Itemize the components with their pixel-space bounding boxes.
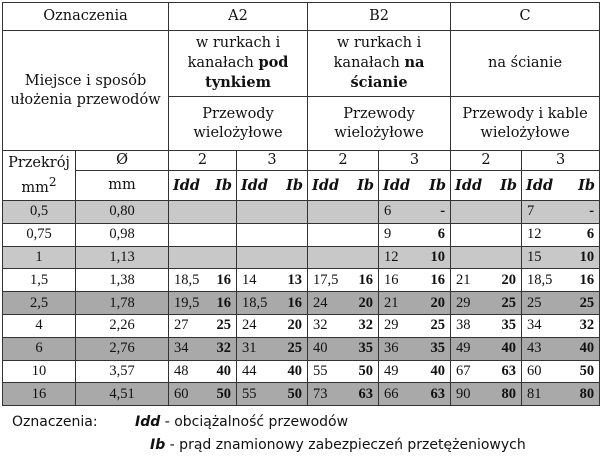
- b2-count-2: 2: [308, 151, 379, 171]
- header-miejsce: Miejsce i sposób ułożenia przewodów: [3, 31, 169, 151]
- value-idd: 15: [527, 248, 542, 265]
- mm2-label: mm: [21, 179, 49, 196]
- legend-idd-symbol: Idd: [135, 414, 161, 430]
- value-idd: 27: [174, 317, 189, 334]
- value-idd: 81: [527, 385, 542, 402]
- value-ib: 25: [430, 317, 446, 334]
- value-ib: 32: [216, 340, 232, 357]
- b2-count-3: 3: [379, 151, 451, 171]
- value-ib: 63: [358, 385, 374, 402]
- c-count-2: 2: [451, 151, 522, 171]
- cell-przekroj: 2,5: [3, 292, 76, 315]
- value-ib: 25: [287, 340, 303, 357]
- cell-b2-2: [308, 269, 379, 292]
- value-idd: 66: [384, 385, 399, 402]
- b2-desc-text: w rurkach i kanałach: [333, 35, 422, 71]
- cell-a2-3: [237, 314, 308, 337]
- cell-b2-2: [308, 201, 379, 224]
- ib-label: Ib: [357, 177, 375, 194]
- idd-label: Idd: [455, 177, 483, 194]
- value-idd: 55: [313, 362, 328, 379]
- cell-c-2: [451, 383, 522, 406]
- cell-a2-2: [169, 360, 237, 383]
- value-ib: 16: [430, 271, 446, 288]
- table-row: [3, 246, 600, 269]
- value-idd: 49: [456, 340, 471, 357]
- value-ib: 35: [501, 317, 517, 334]
- idd-label: Idd: [241, 177, 269, 194]
- legend-ib: [150, 437, 526, 453]
- cell-przekroj: 6: [3, 337, 76, 360]
- mm2-superscript: 2: [48, 174, 57, 189]
- cell-c-3: [522, 337, 600, 360]
- header-row-count: [3, 151, 600, 171]
- cell-b2-3: [379, 246, 451, 269]
- value-ib: 25: [579, 294, 595, 311]
- value-ib: 40: [579, 340, 595, 357]
- cell-b2-2: [308, 246, 379, 269]
- table-row: [3, 360, 600, 383]
- ib-label: Ib: [500, 177, 518, 194]
- cell-b2-3: [379, 314, 451, 337]
- cell-phi: 3,57: [76, 360, 169, 383]
- value-idd: 6: [384, 203, 392, 220]
- cell-c-3: [522, 201, 600, 224]
- cell-b2-3: [379, 383, 451, 406]
- value-ib: 25: [501, 294, 517, 311]
- value-ib: 50: [216, 385, 232, 402]
- cell-b2-2: [308, 314, 379, 337]
- cell-phi: 0,80: [76, 201, 169, 224]
- value-idd: 67: [456, 362, 471, 379]
- value-idd: 19,5: [174, 294, 200, 311]
- value-ib: 80: [501, 385, 517, 402]
- header-c-desc: na ścianie: [451, 31, 600, 97]
- a2-3-units: [237, 171, 308, 201]
- cell-b2-3: [379, 269, 451, 292]
- cell-a2-2: [169, 337, 237, 360]
- header-row-groups: [3, 3, 600, 31]
- value-ib: -: [440, 203, 446, 220]
- cell-b2-3: [379, 223, 451, 246]
- value-idd: 18,5: [527, 271, 553, 288]
- value-ib: 40: [430, 362, 446, 379]
- cell-phi: 0,98: [76, 223, 169, 246]
- table-row: [3, 292, 600, 315]
- value-ib: 20: [287, 317, 303, 334]
- idd-label: Idd: [383, 177, 411, 194]
- value-ib: 20: [358, 294, 374, 311]
- cell-a2-3: [237, 292, 308, 315]
- cell-b2-2: [308, 337, 379, 360]
- cell-b2-3: [379, 292, 451, 315]
- a2-desc-bold: pod tynkiem: [205, 54, 289, 91]
- cell-c-3: [522, 292, 600, 315]
- cell-a2-2: [169, 246, 237, 269]
- value-ib: 63: [501, 362, 517, 379]
- cell-przekroj: 10: [3, 360, 76, 383]
- value-idd: 9: [384, 226, 392, 243]
- cell-a2-2: [169, 383, 237, 406]
- header-b2: B2: [308, 3, 451, 31]
- cell-phi: 1,78: [76, 292, 169, 315]
- cell-phi: 1,13: [76, 246, 169, 269]
- a2-count-3: 3: [237, 151, 308, 171]
- data-rows: [3, 201, 600, 406]
- value-ib: 50: [358, 362, 374, 379]
- value-ib: 40: [216, 362, 232, 379]
- cell-c-2: [451, 223, 522, 246]
- value-ib: 80: [579, 385, 595, 402]
- value-idd: 90: [456, 385, 471, 402]
- a2-desc-text: w rurkach i kanałach: [187, 35, 281, 71]
- cell-a2-2: [169, 292, 237, 315]
- cell-b2-2: [308, 292, 379, 315]
- value-idd: 36: [384, 340, 399, 357]
- value-idd: 49: [384, 362, 399, 379]
- value-ib: 32: [358, 317, 374, 334]
- value-idd: 73: [313, 385, 328, 402]
- value-idd: 18,5: [174, 271, 200, 288]
- value-ib: 40: [501, 340, 517, 357]
- value-ib: 25: [216, 317, 232, 334]
- cell-a2-3: [237, 337, 308, 360]
- value-idd: 21: [456, 271, 471, 288]
- value-ib: 16: [358, 271, 374, 288]
- cable-capacity-table: [2, 2, 600, 406]
- table-row: [3, 383, 600, 406]
- cell-c-2: [451, 337, 522, 360]
- value-idd: 34: [174, 340, 189, 357]
- c-count-3: 3: [522, 151, 600, 171]
- table-row: [3, 337, 600, 360]
- cell-a2-2: [169, 314, 237, 337]
- value-idd: 16: [384, 271, 399, 288]
- cell-c-3: [522, 269, 600, 292]
- header-c-type: Przewody i kable wielożyłowe: [451, 97, 600, 151]
- header-przekroj: [3, 151, 76, 201]
- value-idd: 60: [527, 362, 542, 379]
- value-idd: 48: [174, 362, 189, 379]
- cell-c-2: [451, 246, 522, 269]
- value-ib: -: [589, 203, 595, 220]
- header-phi: Ø: [76, 151, 169, 171]
- value-ib: 50: [287, 385, 303, 402]
- idd-label: Idd: [312, 177, 340, 194]
- value-ib: 16: [216, 294, 232, 311]
- cell-c-2: [451, 360, 522, 383]
- value-ib: 20: [501, 271, 517, 288]
- value-idd: 32: [313, 317, 328, 334]
- cell-przekroj: 1: [3, 246, 76, 269]
- value-idd: 7: [527, 203, 535, 220]
- cell-c-3: [522, 360, 600, 383]
- value-idd: 38: [456, 317, 471, 334]
- value-idd: 34: [527, 317, 542, 334]
- value-ib: 16: [287, 294, 303, 311]
- value-idd: 44: [242, 362, 257, 379]
- header-b2-desc: [308, 31, 451, 97]
- ib-label: Ib: [286, 177, 304, 194]
- ib-label: Ib: [215, 177, 233, 194]
- header-a2-type: Przewody wielożyłowe: [169, 97, 308, 151]
- cell-phi: 1,38: [76, 269, 169, 292]
- header-oznaczenia: Oznaczenia: [3, 3, 169, 31]
- value-ib: 50: [579, 362, 595, 379]
- a2-count-2: 2: [169, 151, 237, 171]
- value-idd: 17,5: [313, 271, 339, 288]
- cell-c-2: [451, 201, 522, 224]
- legend-ib-symbol: Ib: [150, 437, 166, 453]
- cell-c-2: [451, 292, 522, 315]
- value-ib: 35: [430, 340, 446, 357]
- value-idd: 29: [456, 294, 471, 311]
- cell-a2-2: [169, 201, 237, 224]
- idd-label: Idd: [526, 177, 554, 194]
- cell-a2-3: [237, 269, 308, 292]
- value-idd: 31: [242, 340, 257, 357]
- legend: [0, 408, 602, 462]
- cell-a2-3: [237, 383, 308, 406]
- legend-ib-text: - prąd znamionowy zabezpieczeń przetężeniowych: [165, 437, 526, 453]
- cell-b2-3: [379, 337, 451, 360]
- value-ib: 32: [579, 317, 595, 334]
- value-idd: 24: [313, 294, 328, 311]
- value-idd: 18,5: [242, 294, 268, 311]
- header-row-placement: [3, 31, 600, 97]
- table-row: [3, 269, 600, 292]
- value-idd: 12: [527, 226, 542, 243]
- cable-table-sheet: [2, 2, 599, 405]
- cell-c-2: [451, 269, 522, 292]
- cell-przekroj: 0,5: [3, 201, 76, 224]
- value-idd: 55: [242, 385, 257, 402]
- table-row: [3, 223, 600, 246]
- c-2-units: [451, 171, 522, 201]
- value-idd: 21: [384, 294, 399, 311]
- header-a2-desc: [169, 31, 308, 97]
- value-ib: 10: [579, 248, 595, 265]
- value-ib: 35: [358, 340, 374, 357]
- cell-a2-3: [237, 360, 308, 383]
- idd-label: Idd: [173, 177, 201, 194]
- value-ib: 6: [586, 226, 595, 243]
- cell-c-3: [522, 383, 600, 406]
- value-idd: 43: [527, 340, 542, 357]
- value-ib: 16: [579, 271, 595, 288]
- value-ib: 13: [287, 271, 303, 288]
- cell-b2-2: [308, 360, 379, 383]
- value-ib: 63: [430, 385, 446, 402]
- value-ib: 6: [437, 226, 446, 243]
- c-3-units: [522, 171, 600, 201]
- cell-c-3: [522, 223, 600, 246]
- table-row: [3, 314, 600, 337]
- b2-2-units: [308, 171, 379, 201]
- header-c: C: [451, 3, 600, 31]
- value-ib: 40: [287, 362, 303, 379]
- value-ib: 16: [216, 271, 232, 288]
- cell-phi: 2,26: [76, 314, 169, 337]
- legend-idd: [135, 414, 348, 430]
- header-row-units: [3, 171, 600, 201]
- cell-b2-3: [379, 201, 451, 224]
- header-a2: A2: [169, 3, 308, 31]
- table-row: [3, 201, 600, 224]
- legend-label: Oznaczenia:: [12, 414, 98, 430]
- cell-c-2: [451, 314, 522, 337]
- cell-b2-3: [379, 360, 451, 383]
- cell-phi: 2,76: [76, 337, 169, 360]
- cell-b2-2: [308, 223, 379, 246]
- value-idd: 25: [527, 294, 542, 311]
- cell-a2-2: [169, 223, 237, 246]
- cell-przekroj: 16: [3, 383, 76, 406]
- value-ib: 10: [430, 248, 446, 265]
- value-idd: 29: [384, 317, 399, 334]
- b2-desc-bold: na ścianie: [350, 54, 425, 91]
- a2-2-units: [169, 171, 237, 201]
- cell-a2-3: [237, 246, 308, 269]
- cell-przekroj: 1,5: [3, 269, 76, 292]
- header-b2-type: Przewody wielożyłowe: [308, 97, 451, 151]
- value-idd: 12: [384, 248, 399, 265]
- cell-przekroj: 0,75: [3, 223, 76, 246]
- cell-a2-3: [237, 223, 308, 246]
- value-idd: 40: [313, 340, 328, 357]
- value-idd: 14: [242, 271, 257, 288]
- value-ib: 20: [430, 294, 446, 311]
- value-idd: 60: [174, 385, 189, 402]
- legend-idd-text: - obciążalność przewodów: [160, 414, 349, 430]
- cell-phi: 4,51: [76, 383, 169, 406]
- cell-c-3: [522, 246, 600, 269]
- value-idd: 24: [242, 317, 257, 334]
- b2-3-units: [379, 171, 451, 201]
- przekroj-label: Przekrój: [8, 154, 70, 171]
- header-mm: mm: [76, 171, 169, 201]
- cell-c-3: [522, 314, 600, 337]
- ib-label: Ib: [578, 177, 596, 194]
- ib-label: Ib: [429, 177, 447, 194]
- cell-a2-3: [237, 201, 308, 224]
- cell-przekroj: 4: [3, 314, 76, 337]
- cell-a2-2: [169, 269, 237, 292]
- cell-b2-2: [308, 383, 379, 406]
